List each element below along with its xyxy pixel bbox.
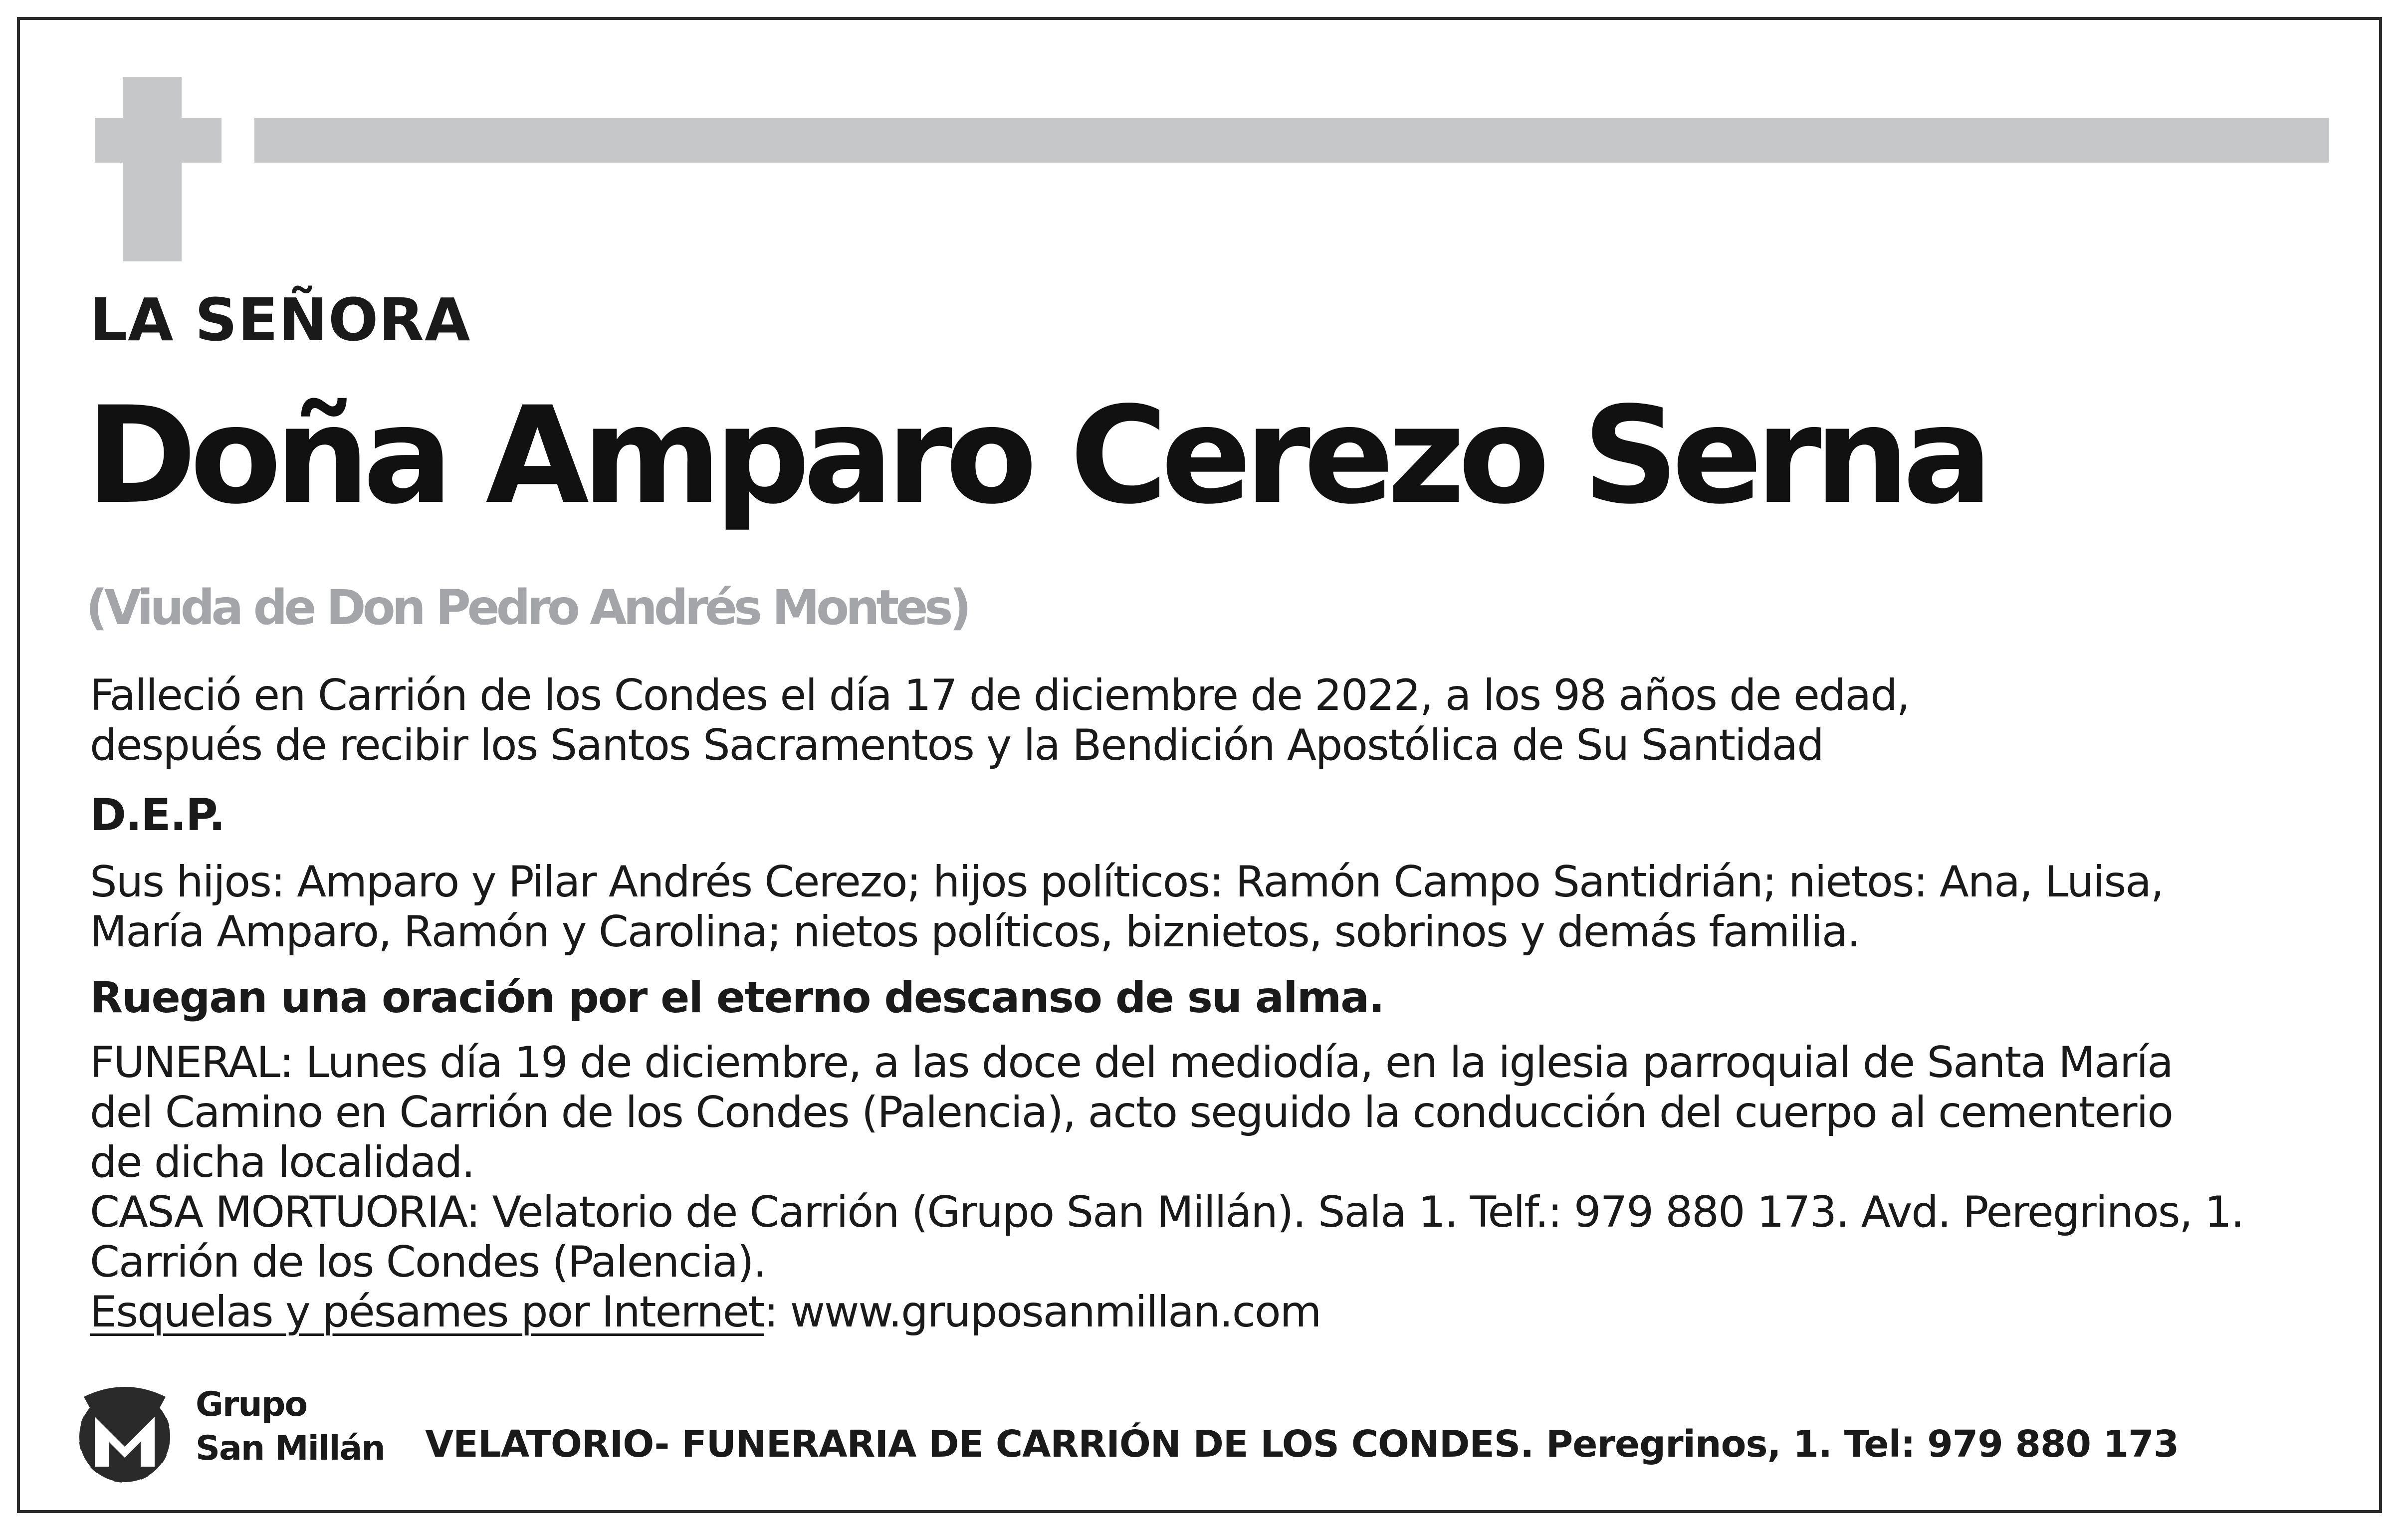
- funeral-line: FUNERAL: Lunes día 19 de diciembre, a las doce del mediodía, en la iglesia parroquial de Santa María: [90, 1038, 2173, 1088]
- funeral-line: de dicha localidad.: [90, 1137, 474, 1187]
- death-paragraph: [90, 670, 1909, 770]
- funeral-line: CASA MORTUORIA: Velatorio de Carrión (Grupo San Millán). Sala 1. Telf.: 979 880 173. Avd. Peregrinos, 1.: [90, 1187, 2244, 1237]
- prayer-request: Ruegan una oración por el eterno descanso de su alma.: [90, 973, 1384, 1023]
- grupo-san-millan-logo-icon: [75, 1382, 175, 1487]
- death-line: después de recibir los Santos Sacramentos y la Bendición Apostólica de Su Santidad: [90, 720, 1823, 770]
- internet-label-link[interactable]: Esquelas y pésames por Internet: [90, 1287, 764, 1337]
- header-rule: [254, 118, 2329, 163]
- internet-url[interactable]: www.gruposanmillan.com: [790, 1287, 1321, 1337]
- cross-icon-vertical: [123, 77, 182, 261]
- dep-label: D.E.P.: [90, 789, 224, 841]
- widow-note: (Viuda de Don Pedro Andrés Montes): [86, 580, 968, 636]
- internet-separator: :: [764, 1287, 790, 1337]
- family-line: María Amparo, Ramón y Carolina; nietos políticos, biznietos, sobrinos y demás familia.: [90, 907, 1860, 957]
- logo-line-2: San Millán: [196, 1429, 385, 1468]
- internet-line: [90, 1287, 2243, 1337]
- logo-line-1: Grupo: [196, 1385, 307, 1424]
- cross-icon-horizontal: [95, 118, 221, 163]
- funeral-line: del Camino en Carrión de los Condes (Palencia), acto seguido la conducción del cuerpo al cementerio: [90, 1088, 2173, 1137]
- deceased-name: Doña Amparo Cerezo Serna: [86, 378, 1986, 534]
- funeral-paragraph: [90, 1038, 2243, 1337]
- death-line: Falleció en Carrión de los Condes el día 17 de diciembre de 2022, a los 98 años de edad,: [90, 670, 1910, 720]
- honorific-title: LA SEÑORA: [90, 285, 471, 354]
- family-paragraph: [90, 857, 2163, 957]
- footer-contact: VELATORIO- FUNERARIA DE CARRIÓN DE LOS CONDES. Peregrinos, 1. Tel: 979 880 173: [425, 1423, 2179, 1466]
- family-line: Sus hijos: Amparo y Pilar Andrés Cerezo; hijos políticos: Ramón Campo Santidrián; nietos: Ana, Luisa,: [90, 857, 2164, 907]
- funeral-line: Carrión de los Condes (Palencia).: [90, 1237, 766, 1287]
- logo-wordmark: [196, 1383, 385, 1471]
